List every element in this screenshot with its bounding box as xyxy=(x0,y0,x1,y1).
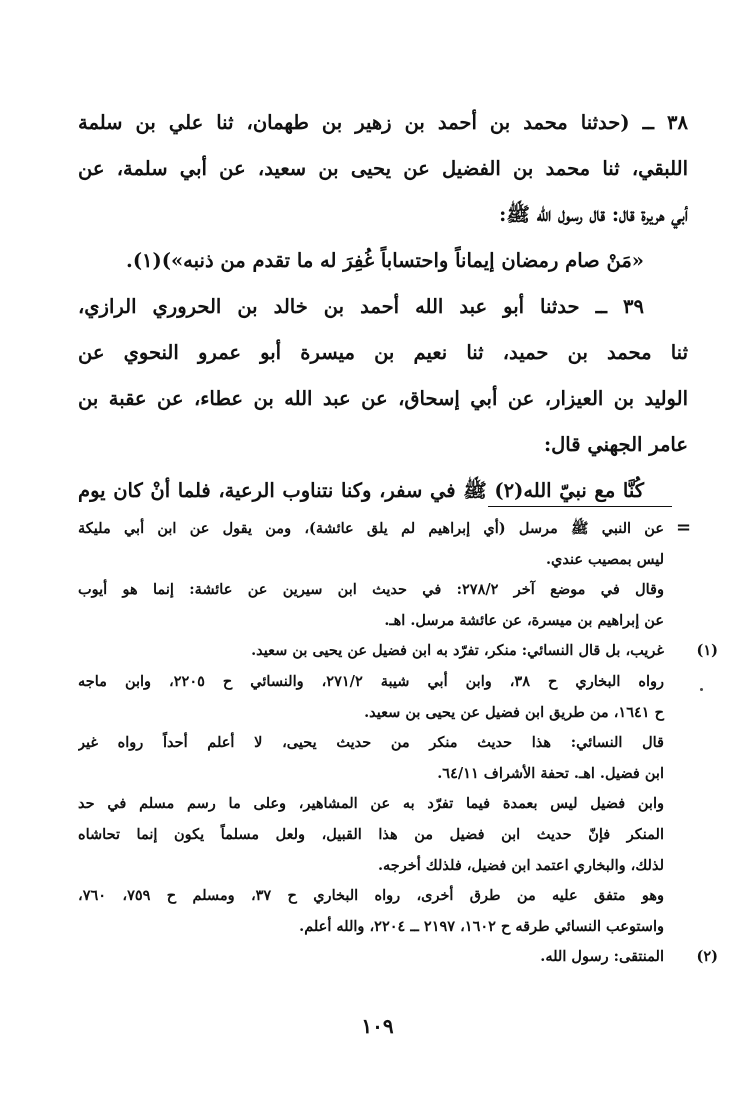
hadith-38-matn: «مَنْ صام رمضان إيماناً واحتساباً غُفِرَ له ما تقدم من ذنبه»)(١). xyxy=(126,249,644,272)
footnote-text: وابن فضيل ليس بعمدة فيما تفرّد به عن المشاهير، وعلى ما رسم مسلم في حد xyxy=(78,795,664,813)
footnote-1 xyxy=(78,636,718,667)
footnote-text: قال النسائي: هذا حديث منكر من حديث يحيى، لا أعلم أحداً رواه غير xyxy=(78,734,664,752)
hadith-38-line-1: ٣٨ ــ (حدثنا محمد بن أحمد بن زهير بن طهمان، ثنا علي بن سلمة xyxy=(78,111,688,134)
hadith-39-line-3: الوليد بن العيزار، عن أبي إسحاق، عن عبد الله بن عطاء، عن عقبة بن xyxy=(78,387,688,410)
footnote-text: لذلك، والبخاري اعتمد ابن فضيل، فلذلك أخرجه. xyxy=(377,856,664,874)
footnote-line xyxy=(78,514,718,545)
footnote-text: عن النبي ﷺ مرسل (أي إبراهيم لم يلق عائشة)، ومن يقول عن ابن أبي مليكة xyxy=(78,520,664,537)
footnote-line xyxy=(78,698,718,729)
stray-mark xyxy=(700,688,703,691)
hadith-38-line-3: أبي هريرة قال: قال رسول الله ﷺ: xyxy=(499,203,688,226)
footnote-text: ليس بمصيب عندي. xyxy=(545,550,664,568)
footnote-line xyxy=(78,575,718,606)
footnote-line xyxy=(78,881,718,912)
footnote-line xyxy=(78,759,718,790)
footnote-text: ح ١٦٤١، من طريق ابن فضيل عن يحيى بن سعيد. xyxy=(364,703,664,721)
footnote-2 xyxy=(78,942,718,973)
footnote-text: المنكر فإنّ حديث ابن فضيل من هذا القبيل، ولعل مسلماً يكون إنما تحاشاه xyxy=(78,825,664,843)
footnote-text: غريب، بل قال النسائي: منكر، تفرّد به ابن فضيل عن يحيى بن سعيد. xyxy=(251,642,664,660)
page-number: ١٠٩ xyxy=(361,1014,394,1038)
footnote-line xyxy=(78,545,718,576)
footnote-continuation-marker: = xyxy=(676,517,692,538)
footnote-line xyxy=(78,851,718,882)
footnote-marker: (٢) xyxy=(696,948,718,966)
hadith-39-line-2: ثنا محمد بن حميد، ثنا نعيم بن ميسرة أبو عمرو النحوي عن xyxy=(78,341,688,364)
footnote-line xyxy=(78,789,718,820)
footnote-text: عن إبراهيم بن ميسرة، عن عائشة مرسل. اهـ. xyxy=(384,611,664,629)
footnote-text: المنتقى: رسول الله. xyxy=(540,948,664,966)
footnote-marker: (١) xyxy=(696,642,718,660)
hadith-39-matn: كُنَّا مع نبيّ الله(٢) ﷺ في سفر، وكنا نتناوب الرعية، فلما أنْ كان يوم xyxy=(78,479,644,502)
footnote-line xyxy=(78,606,718,637)
footnote-line xyxy=(78,820,718,851)
hadith-38-line-2: اللبقي، ثنا محمد بن الفضيل عن يحيى بن سعيد، عن أبي سلمة، عن xyxy=(78,157,688,180)
hadith-39-line-1: ٣٩ ــ حدثنا أبو عبد الله أحمد بن خالد بن الحروري الرازي، xyxy=(78,295,644,318)
footnote-line xyxy=(78,912,718,943)
footnotes xyxy=(78,514,718,973)
footnote-line xyxy=(78,728,718,759)
footnote-divider xyxy=(488,506,672,507)
main-text xyxy=(78,100,688,514)
footnote-text: واستوعب النسائي طرقه ح ١٦٠٢، ٢١٩٧ ــ ٢٢٠٤، والله أعلم. xyxy=(299,917,664,935)
footnote-text: ابن فضيل. اهـ. تحفة الأشراف ٦٤/١١. xyxy=(437,764,664,782)
hadith-39-line-4: عامر الجهني قال: xyxy=(543,433,688,456)
footnote-text: وقال في موضع آخر ٢٧٨/٢: في حديث ابن سيرين عن عائشة: إنما هو أيوب xyxy=(78,581,664,599)
footnote-line xyxy=(78,667,718,698)
footnote-text: وهو متفق عليه من طرق أخرى، رواه البخاري ح ٣٧، ومسلم ح ٧٥٩، ٧٦٠، xyxy=(78,887,664,905)
footnote-text: رواه البخاري ح ٣٨، وابن أبي شيبة ٢٧١/٢، والنسائي ح ٢٢٠٥، وابن ماجه xyxy=(78,672,664,690)
